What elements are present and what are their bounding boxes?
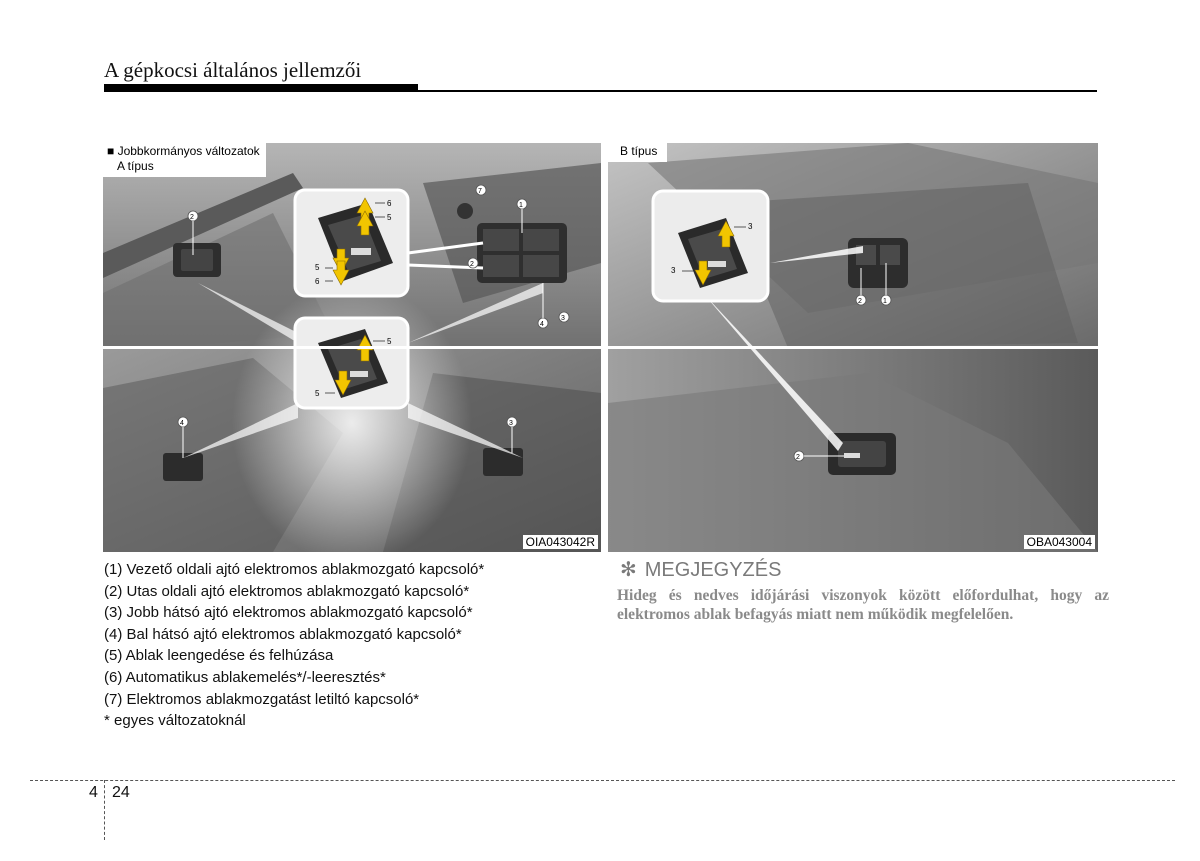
list-item: (6) Automatikus ablakemelés*/-leeresztés* (104, 668, 386, 686)
switch-legend-list (104, 559, 484, 732)
figure-code-right: OBA043004 (1024, 535, 1095, 549)
figure-type-b (608, 143, 1098, 552)
note-heading (620, 557, 781, 582)
callout-2-top: 2 (190, 214, 194, 221)
callout-1: 1 (519, 202, 523, 209)
footer-dashed-divider (104, 780, 105, 840)
list-item: (4) Bal hátsó ajtó elektromos ablakmozgató kapcsoló* (104, 625, 462, 643)
variant-label: ■ Jobbkormányos változatok (107, 144, 260, 158)
callout-3: 3 (509, 420, 513, 427)
figure-type-a-label (103, 143, 266, 177)
callout-5-inset2-down: 5 (315, 389, 320, 398)
callout-2-lower: 2 (796, 454, 800, 461)
callout-3-right: 3 (561, 315, 565, 322)
figure-type-b-illustration (608, 143, 1098, 552)
note-title-text: MEGJEGYZÉS (644, 559, 782, 581)
page-number: 24 (112, 784, 130, 801)
callout-3-down: 3 (671, 266, 676, 275)
asterisk-icon: ✻ (620, 557, 637, 581)
figure-code-left: OIA043042R (523, 535, 598, 549)
list-item: (7) Elektromos ablakmozgatást letiltó kapcsoló* (104, 690, 420, 708)
header-rule-thin (418, 90, 1097, 92)
running-header-title: A gépkocsi általános jellemzői (104, 58, 362, 82)
callout-2: 2 (858, 298, 862, 305)
callout-5-inset2-up: 5 (387, 337, 392, 346)
list-item: (3) Jobb hátsó ajtó elektromos ablakmozgató kapcsoló* (104, 604, 473, 622)
type-a-label: A típus (117, 159, 154, 173)
callout-4-right: 4 (540, 321, 544, 328)
callout-3-up: 3 (748, 222, 753, 231)
callout-4: 4 (180, 420, 184, 427)
callout-6-upper: 6 (387, 199, 392, 208)
callout-5-lower: 5 (315, 263, 320, 272)
list-item: (1) Vezető oldali ajtó elektromos ablakmozgató kapcsoló* (104, 561, 485, 578)
footnote-item: * egyes változatoknál (104, 712, 246, 730)
callout-5-upper: 5 (387, 213, 392, 222)
figure-type-b-label: B típus (608, 143, 667, 162)
callout-7: 7 (478, 188, 482, 195)
footer-dashed-rule (30, 780, 1175, 781)
chapter-number: 4 (89, 784, 98, 801)
figure-type-a (103, 143, 601, 552)
callout-1: 1 (883, 298, 887, 305)
callout-2-right: 2 (470, 261, 474, 268)
header-rule-thick (104, 84, 418, 92)
note-body: Hideg és nedves időjárási viszonyok között előfordulhat, hogy az elektromos ablak befagyás miatt nem működik megfelelően. (617, 587, 1109, 623)
list-item: (5) Ablak leengedése és felhúzása (104, 647, 334, 665)
list-item: (2) Utas oldali ajtó elektromos ablakmozgató kapcsoló* (104, 582, 470, 600)
figure-type-a-illustration (103, 143, 601, 552)
callout-6-lower: 6 (315, 277, 320, 286)
